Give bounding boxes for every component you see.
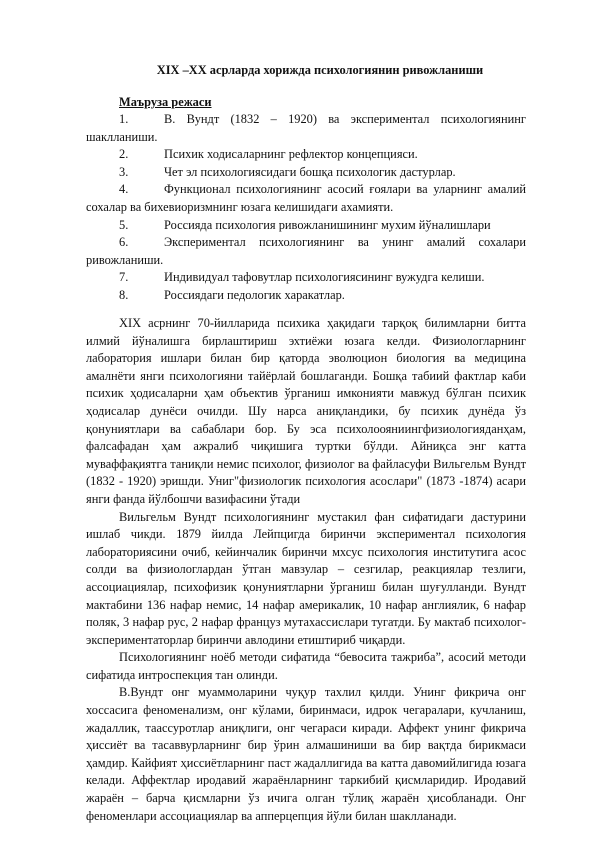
paragraph-2: Вильгельм Вундт психологиянинг мустакил фан сифатидаги дастурини ишлаб чикди. 1879 йилда Лейпцигда биринчи экспериментал психология лабораториясини очиб, кейинчалик биринчи мхсус психология институтига асос солди ва физиологлардан ўтган мавзулар – сезгилар, реакциялар тезлиги, ассоциациялар, психофизик қонуниятларни ўрганиш билан шуғулланди. Вундт мактабини 136 нафар немис, 14 нафар америкалик, 10 нафар англиялик, 6 нафар поляк, 3 нафар рус, 2 нафар француз мутахассислари тугатди. Бу мактаб психолог-экспериментаторлар биринчи авлодини етиштириб чиқарди. <box>86 509 526 647</box>
lecture-plan-list <box>86 111 526 305</box>
plan-item-number: 8. <box>119 287 129 302</box>
plan-item <box>86 111 526 146</box>
plan-item-number: 1. <box>119 112 129 126</box>
plan-item-text: Психик ходисаларнинг рефлектор концепцияси. <box>164 147 418 162</box>
paragraph-1: XIX асрнинг 70-йилларида психика ҳақидаги тарқоқ билимларни битта илмий йўналишга бирлаштириш эхтиёжи юзага келди. Физиологларнинг лаборатория ишлари билан бир қаторда эволюцион биология ва медицина амалнёти янги психологияни тайёрлай бошлаганди. Бошқа табиий фактлар каби психик ҳодисаларни ҳам объектив ўрганиш имконияти мавжуд бўлган психик ҳодисалар дунёси очилди. Шу нарса аниқландики, бу психик дунёда ўз қонуниятлари ва сабаблари бор. Бу эса психолоояниингфизиологияданҳам, фалсафадан ҳам ажралиб чиқишига туртки бўлди. Айниқса энг катта муваффақиятга таниқли немис психолог, физиолог ва файласуфи Вильгельм Вундт (1832 - 1920) эришди. Униг"физиологик психология асослари" (1873 -1874) асари янги фанда йўлбошчи вазифасини ўтади <box>86 316 526 506</box>
plan-item-text: Экспериментал психологиянинг ва унинг амалий сохалари ривожланиши. <box>86 235 526 267</box>
plan-item <box>86 217 526 235</box>
plan-item <box>86 234 526 269</box>
plan-item <box>86 269 526 287</box>
paragraph-4: В.Вундт онг муаммоларини чуқур тахлил қилди. Унинг фикрича онг хоссасига феноменализм, онг кўлами, биринмаси, идрок чегаралари, кучланиш, жадаллик, таассуротлар аниқлиги, онг чегараси киради. Аффект унинг фикрича ҳиссиёт ва тасаввурларнинг бир ўрин алмашиниши ва бир вақтда бирикмаси ҳамдир. Кайфият ҳиссиётларнинг паст жадаллигида ва катта давомийлигида юзага келади. Аффектлар иродавий жараёнларнинг таркибий қисмларидир. Иродавий жараён – барча қисмларни ўз ичига олган тўлиқ жараён ҳисобланади. Онг феноменлари ассоциациялар ва апперцепция йўли билан шаклланади. <box>86 685 526 823</box>
plan-item <box>86 181 526 216</box>
body-text <box>86 315 526 825</box>
plan-item-number: 5. <box>119 217 129 232</box>
plan-item <box>86 287 526 305</box>
plan-item-text: В. Вундт (1832 – 1920) ва экспериментал психологиянинг шаклланиши. <box>86 112 526 144</box>
plan-item-text: Функционал психологиянинг асосий ғоялари ва уларнинг амалий сохалар ва бихевиоризмнинг юзага келишидаги ахамияти. <box>86 182 526 214</box>
plan-item-number: 6. <box>119 235 129 250</box>
paragraph-3: Психологиянинг ноёб методи сифатида “бевосита тажриба”, асосий методи сифатида интроспекция тан олинди. <box>86 650 526 682</box>
plan-item-number: 3. <box>119 164 129 179</box>
plan-item <box>86 146 526 164</box>
plan-item-text: Россиядаги педологик харакатлар. <box>164 287 345 302</box>
plan-item-text: Чет эл психологиясидаги бошқа психологик дастурлар. <box>164 164 456 179</box>
lecture-plan-heading: Маъруза режаси <box>119 95 212 109</box>
plan-item <box>86 164 526 182</box>
plan-item-text: Индивидуал тафовутлар психологиясининг вужудга келиши. <box>164 270 485 285</box>
plan-item-number: 4. <box>119 182 129 197</box>
plan-item-text: Россияда психология ривожланишининг мухим йўналишлари <box>164 217 491 232</box>
plan-item-number: 2. <box>119 147 129 162</box>
document-title: XIX –XX асрларда хорижда психологиянин ривожланиши <box>156 63 484 77</box>
plan-item-number: 7. <box>119 270 129 285</box>
